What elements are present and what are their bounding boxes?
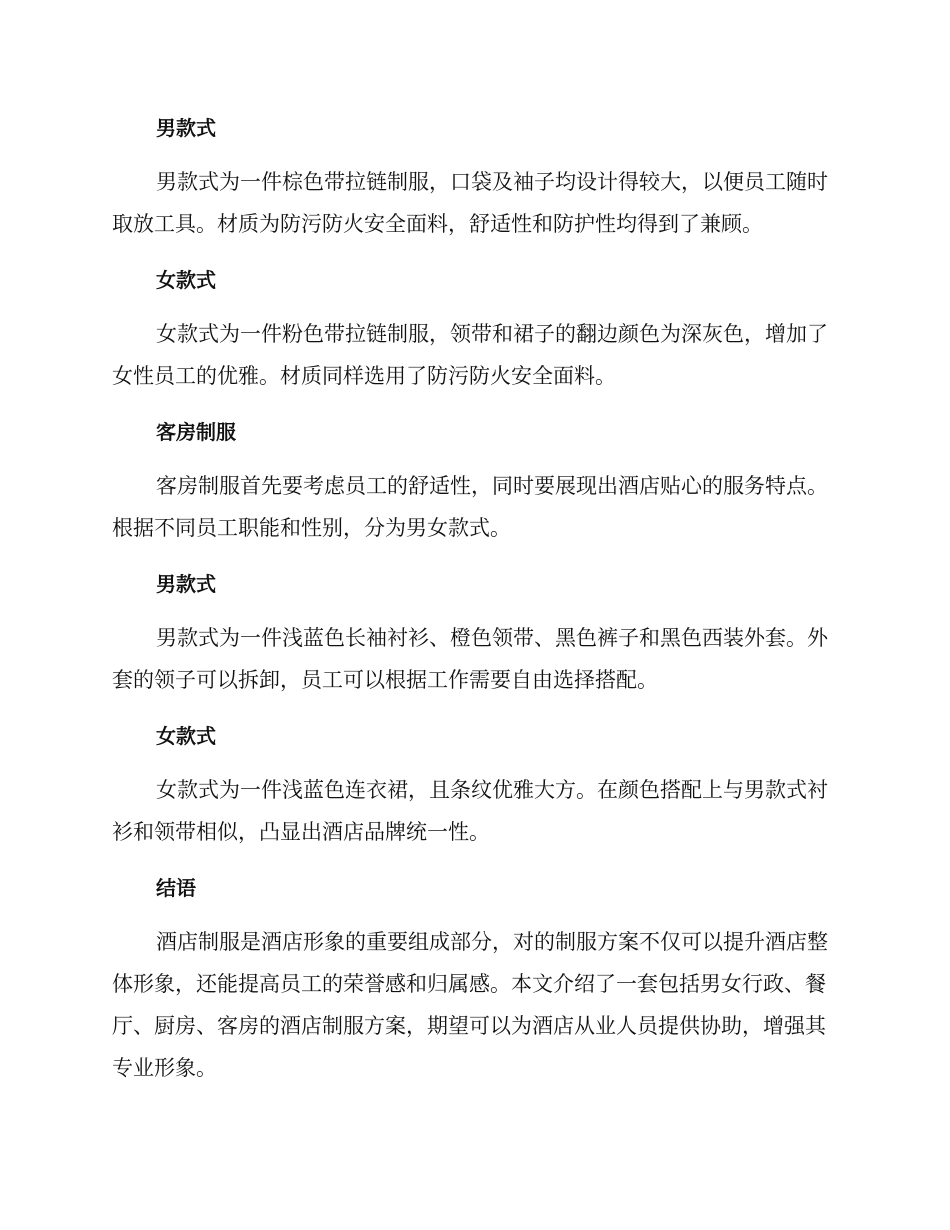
section-paragraph: 客房制服首先要考虑员工的舒适性，同时要展现出酒店贴心的服务特点。根据不同员工职能和性别，分为男女款式。: [112, 474, 828, 540]
section-paragraph: 男款式为一件浅蓝色长袖衬衫、橙色领带、黑色裤子和黑色西装外套。外套的领子可以拆卸，员工可以根据工作需要自由选择搭配。: [112, 626, 828, 692]
section-heading: 女款式: [156, 268, 216, 292]
section-paragraph: 酒店制服是酒店形象的重要组成部分，对的制服方案不仅可以提升酒店整体形象，还能提高员工的荣誉感和归属感。本文介绍了一套包括男女行政、餐厅、厨房、客房的酒店制服方案，期望可以为酒店从业人员提供协助，增强其专业形象。: [112, 930, 828, 1080]
section-paragraph: 女款式为一件粉色带拉链制服，领带和裙子的翻边颜色为深灰色，增加了女性员工的优雅。材质同样选用了防污防火安全面料。: [112, 322, 828, 388]
section-heading: 客房制服: [156, 420, 236, 444]
section-heading: 女款式: [156, 724, 216, 748]
section-paragraph: 女款式为一件浅蓝色连衣裙，且条纹优雅大方。在颜色搭配上与男款式衬衫和领带相似，凸显出酒店品牌统一性。: [112, 778, 828, 844]
section-heading: 男款式: [156, 572, 216, 596]
section-paragraph: 男款式为一件棕色带拉链制服，口袋及袖子均设计得较大，以便员工随时取放工具。材质为防污防火安全面料，舒适性和防护性均得到了兼顾。: [112, 170, 828, 236]
section-heading: 结语: [156, 876, 196, 900]
section-heading: 男款式: [156, 116, 216, 140]
